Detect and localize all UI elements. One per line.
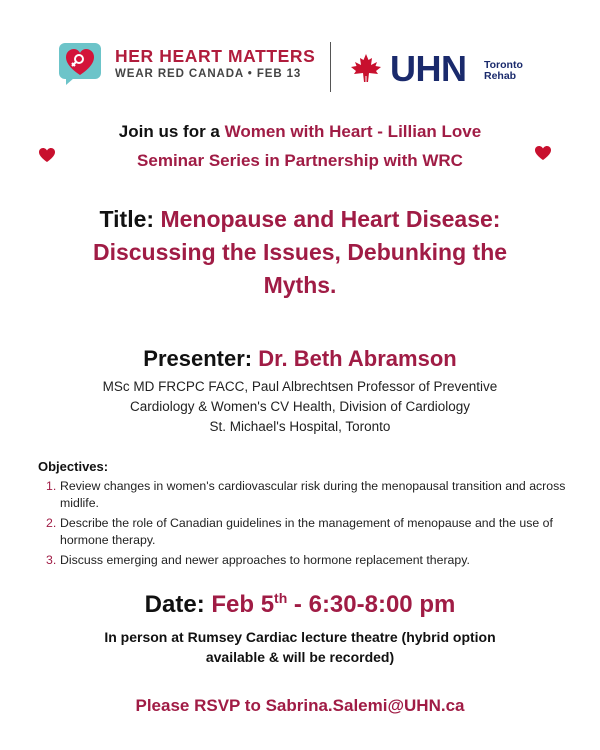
rsvp-line: Please RSVP to Sabrina.Salemi@UHN.ca <box>135 696 465 715</box>
series-name-line2: Seminar Series in Partnership with WRC <box>137 151 463 170</box>
presenter-name: Dr. Beth Abramson <box>258 346 457 371</box>
event-date <box>0 590 600 620</box>
list-item <box>38 552 566 569</box>
intro-prefix: Join us for a <box>118 122 225 141</box>
title-line2: Discussing the Issues, Debunking the <box>92 239 508 265</box>
credentials-line2: Cardiology & Women's CV Health, Division of Cardiology <box>130 399 470 414</box>
campaign-title: HER HEART MATTERS <box>115 46 316 66</box>
objectives-heading: Objectives: <box>38 459 109 474</box>
toronto-rehab-label <box>484 60 523 82</box>
campaign-subtitle: WEAR RED CANADA • FEB 13 <box>115 68 302 80</box>
objective-text: Review changes in women's cardiovascular risk during the menopausal transition and across midlife. <box>60 479 566 510</box>
date-suffix: th <box>274 590 288 606</box>
objectives-list <box>38 478 566 572</box>
maple-leaf-icon <box>349 52 383 86</box>
venue-line2: available & will be recorded) <box>205 649 395 665</box>
date-day: Feb 5 <box>211 591 275 618</box>
header-divider <box>330 42 331 92</box>
heart-icon <box>38 147 56 163</box>
presenter-label: Presenter: <box>143 346 259 371</box>
title-line3: Myths. <box>263 272 337 298</box>
campaign-branding <box>115 46 315 80</box>
date-label: Date: <box>144 591 212 618</box>
talk-title <box>0 203 600 302</box>
series-name-line1: Women with Heart - Lillian Love <box>224 122 482 141</box>
presenter-heading <box>0 345 600 373</box>
org-sub-line1: Toronto <box>484 59 523 71</box>
heart-icon <box>534 145 552 161</box>
her-heart-matters-logo <box>58 42 102 86</box>
credentials-line3: St. Michael's Hospital, Toronto <box>209 419 391 434</box>
uhn-logo-text: UHN <box>390 48 467 89</box>
objective-number: 2. <box>46 516 57 530</box>
title-line1: Menopause and Heart Disease: <box>160 206 501 232</box>
list-item <box>38 478 566 512</box>
objective-text: Discuss emerging and newer approaches to hormone replacement therapy. <box>60 553 470 567</box>
intro-text <box>0 117 600 175</box>
credentials-line1: MSc MD FRCPC FACC, Paul Albrechtsen Professor of Preventive <box>102 379 498 394</box>
presenter-credentials <box>0 377 600 437</box>
objective-number: 1. <box>46 479 57 493</box>
org-sub-line2: Rehab <box>484 70 517 82</box>
event-venue <box>0 627 600 667</box>
title-label: Title: <box>99 206 161 232</box>
date-time: - 6:30-8:00 pm <box>287 591 456 618</box>
objective-number: 3. <box>46 553 57 567</box>
list-item <box>38 515 566 549</box>
venue-line1: In person at Rumsey Cardiac lecture theatre (hybrid option <box>104 629 496 645</box>
objective-text: Describe the role of Canadian guidelines in the management of menopause and the use of hormone therapy. <box>60 516 553 547</box>
